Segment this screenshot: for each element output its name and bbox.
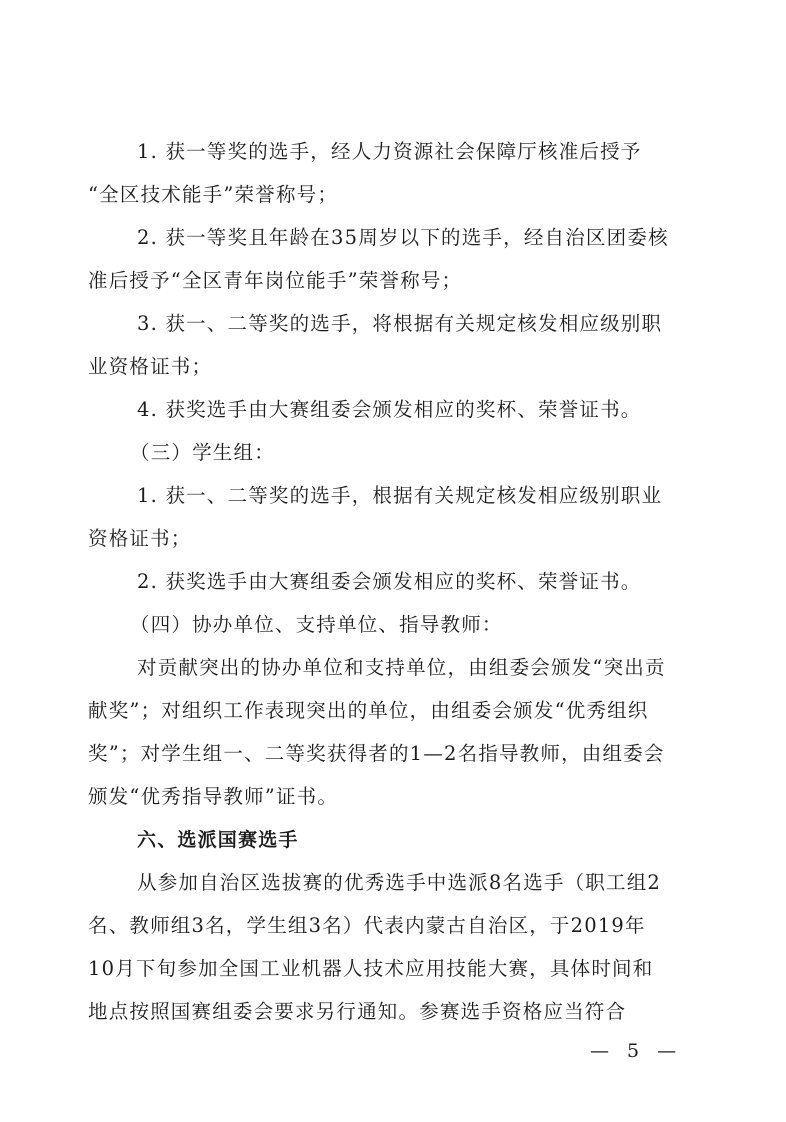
page-number: — 5 — <box>590 1040 683 1062</box>
award-item-1-line-1: 1. 获一等奖的选手，经人力资源社会保障厅核准后授予 <box>137 140 642 163</box>
section-heading-national-selection: 六、选派国赛选手 <box>137 829 299 851</box>
student-item-1-line-2: 资格证书； <box>88 527 192 550</box>
selection-paragraph-line-1: 从参加自治区选拔赛的优秀选手中选派8名选手（职工组2 <box>137 871 662 894</box>
section-student-group: （三）学生组： <box>130 441 275 464</box>
student-item-1-line-1: 1. 获一、二等奖的选手，根据有关规定核发相应级别职业 <box>137 484 663 507</box>
support-paragraph-line-2: 献奖”；对组织工作表现突出的单位，由组委会颁发“优秀组织 <box>88 699 649 722</box>
award-item-2-line-1: 2. 获一等奖且年龄在35周岁以下的选手，经自治区团委核 <box>137 226 669 249</box>
award-item-4: 4. 获奖选手由大赛组委会颁发相应的奖杯、荣誉证书。 <box>137 398 642 421</box>
support-paragraph-line-1: 对贡献突出的协办单位和支持单位，由组委会颁发“突出贡 <box>137 656 666 679</box>
award-item-2-line-2: 准后授予“全区青年岗位能手”荣誉称号； <box>88 269 463 292</box>
selection-paragraph-line-3: 10月下旬参加全国工业机器人技术应用技能大赛，具体时间和 <box>88 957 654 980</box>
support-paragraph-line-4: 颁发“优秀指导教师”证书。 <box>88 785 339 808</box>
support-paragraph-line-3: 奖”；对学生组一、二等奖获得者的1—2名指导教师，由组委会 <box>88 742 665 765</box>
section-support-units: （四）协办单位、支持单位、指导教师： <box>130 613 503 636</box>
selection-paragraph-line-2: 名、教师组3名，学生组3名）代表内蒙古自治区，于2019年 <box>88 914 646 937</box>
award-item-3-line-1: 3. 获一、二等奖的选手，将根据有关规定核发相应级别职 <box>137 312 663 335</box>
selection-paragraph-line-4: 地点按照国赛组委会要求另行通知。参赛选手资格应当符合 <box>88 1000 627 1023</box>
award-item-3-line-2: 业资格证书； <box>88 355 213 378</box>
award-item-1-line-2: “全区技术能手”荣誉称号； <box>88 183 339 206</box>
student-item-2: 2. 获奖选手由大赛组委会颁发相应的奖杯、荣誉证书。 <box>137 570 642 593</box>
